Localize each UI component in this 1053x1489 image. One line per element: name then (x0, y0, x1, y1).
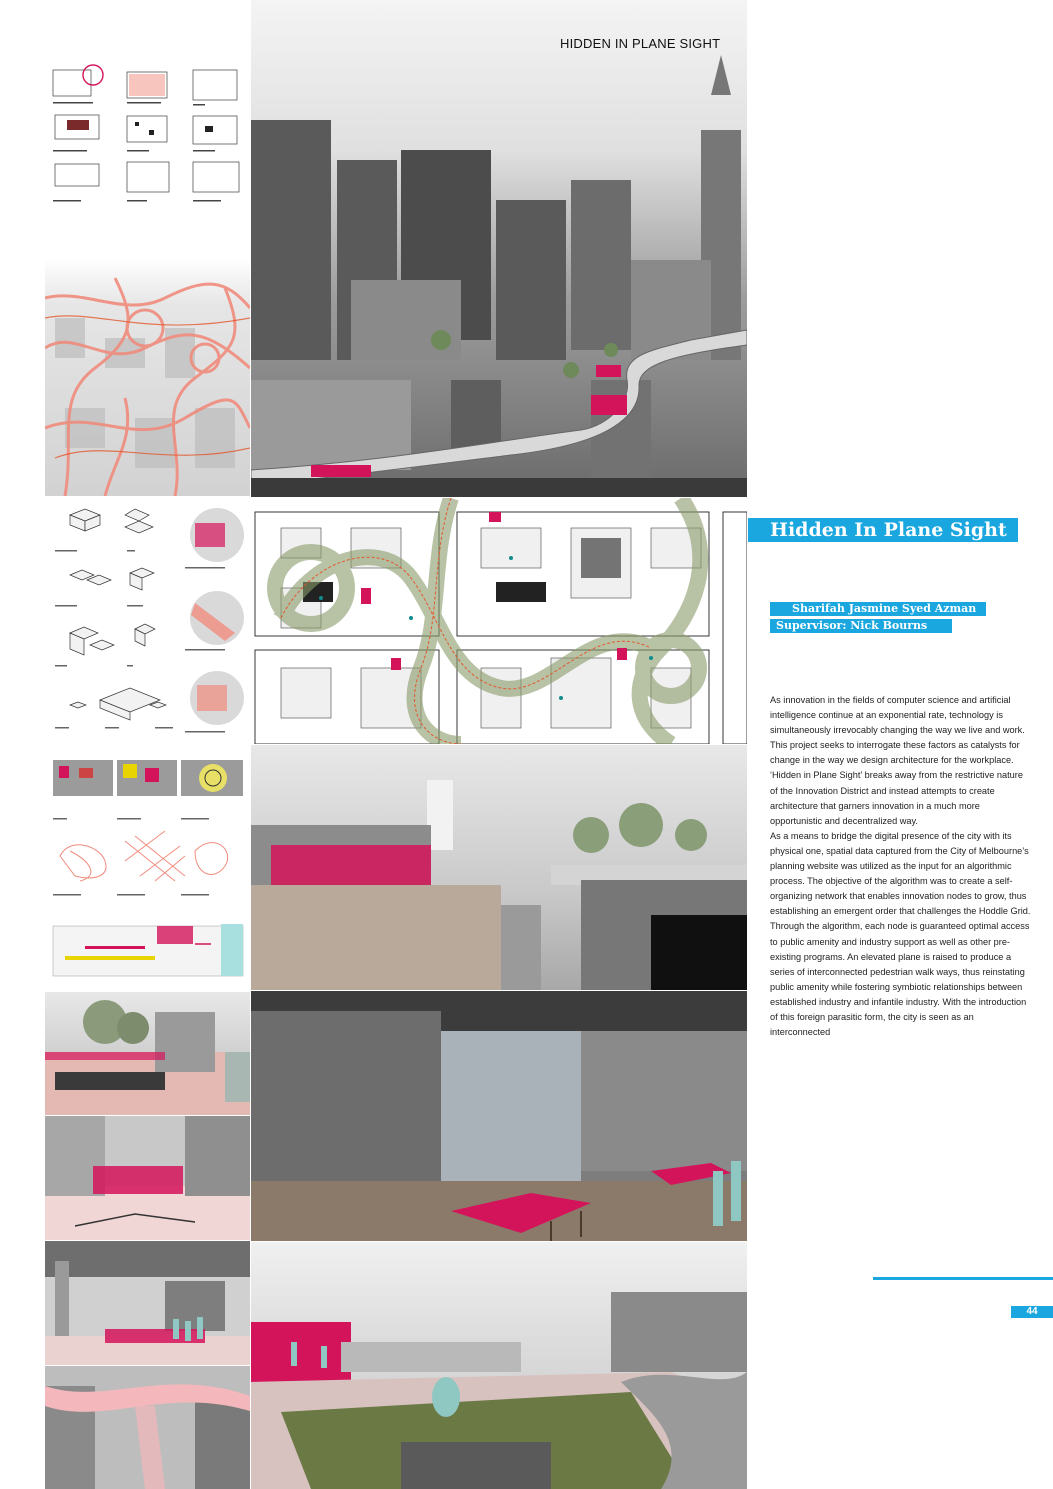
project-title: Hidden In Plane Sight (748, 518, 1018, 542)
render-colonnade (45, 1241, 250, 1365)
site-plan (251, 498, 747, 744)
project-description (770, 693, 1032, 1040)
supervisor-name: Supervisor: Nick Bourns (770, 619, 952, 633)
programme-axonometrics (45, 505, 250, 737)
description-paragraph-1: As innovation in the fields of computer science and artificial intelligence continue at an exponential rate, technology is simultaneously irrevocably changing the way we live and work. This project seeks to interrogate these factors as catalysts for change in the way we design architecture for the workplace. ‘Hidden in Plane Sight’ breaks away from the restrictive nature of the Innovation District and instead attempts to create architecture that garners innovation in a much more opportunistic and decentralized way. (770, 695, 1025, 826)
rooftop-garden-render (251, 1242, 747, 1489)
render-bridge (45, 1366, 250, 1489)
hero-aerial-render (251, 0, 747, 497)
author-name: Sharifah Jasmine Syed Azman (770, 602, 986, 616)
urban-analysis-diagrams (45, 756, 250, 988)
interior-glazed-render (251, 991, 747, 1241)
render-plaza (45, 992, 250, 1115)
page-rule (873, 1277, 1053, 1280)
elevated-plane-render (251, 745, 747, 990)
algorithmic-network-map (45, 258, 250, 496)
page-number: 44 (1011, 1306, 1053, 1318)
description-paragraph-2: As a means to bridge the digital presence of the city with its physical one, spatial data captured from the City of Melbourne’s planning website was utilized as the input for an algorithmic process. The objective of the algorithm was to create a self-organizing network that enables innovation nodes to grow, thus establishing an emergent order that challenges the Hoddle Grid. Through the algorithm, each node is guaranteed optimal access to public amenity and industry support as well as other pre-existing programs. An elevated plane is raised to produce a series of interconnected pedestrian walk ways, thus reinstating public amenity while fostering symbiotic relationships between established industry and infantile industry. With the introduction of this foreign parasitic form, the city is seen as an interconnected (770, 830, 1031, 1038)
hero-title: HIDDEN IN PLANE SIGHT (560, 36, 721, 51)
site-analysis-diagrams (45, 60, 250, 210)
render-atrium (45, 1116, 250, 1240)
